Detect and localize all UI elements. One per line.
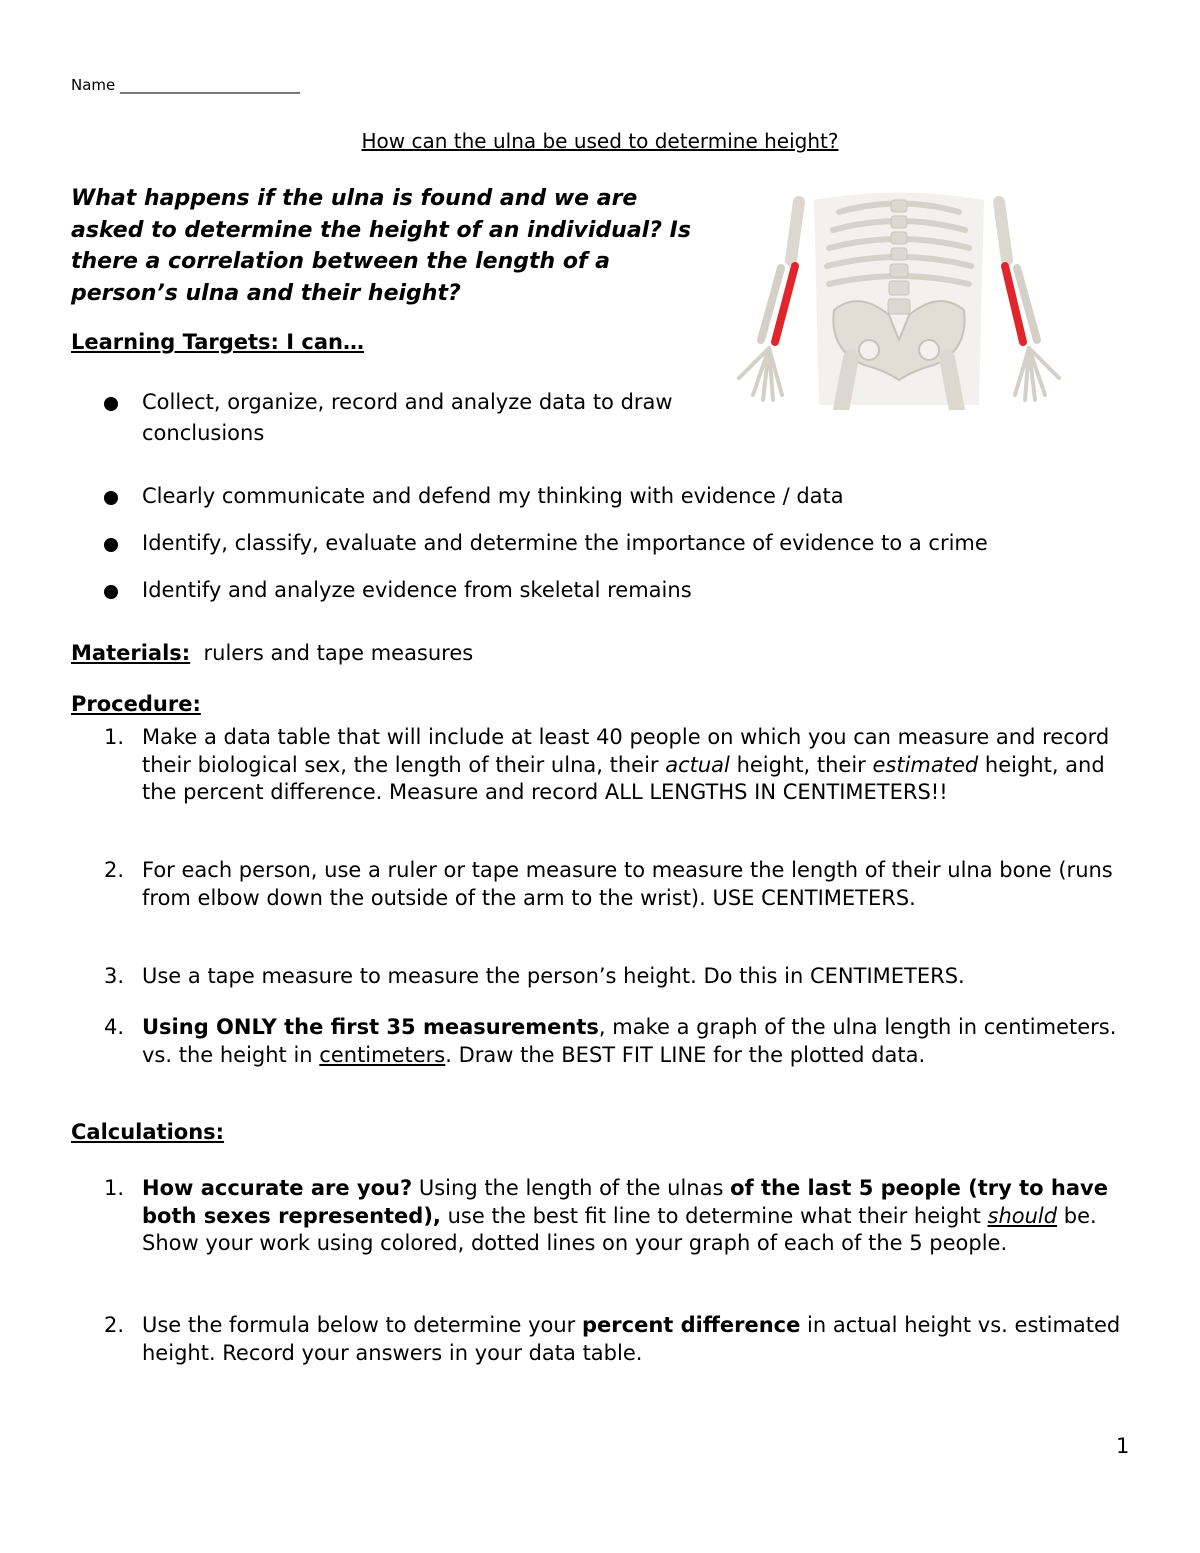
bullet-icon: [104, 491, 118, 505]
learning-target-item: Collect, organize, record and analyze data to draw conclusions: [104, 387, 1144, 451]
learning-target-item: Identify and analyze evidence from skeletal remains: [104, 575, 1144, 607]
calculation-step-2: 2. Use the formula below to determine your percent difference in actual height vs. estimated height. Record your answers in your data table.: [104, 1313, 1121, 1365]
materials-text: rulers and tape measures: [203, 641, 474, 665]
page-number: 1: [1116, 1434, 1130, 1458]
learning-targets-heading: Learning Targets: I can…: [71, 330, 364, 354]
skeleton-ulna-illustration: [719, 190, 1079, 410]
intro-question: What happens if the ulna is found and we are asked to determine the height of an individual? Is there a correlation between the length of a person’s ulna and their height?: [71, 186, 691, 306]
calculations-heading: Calculations:: [71, 1120, 225, 1144]
procedure-step-4: 4. Using ONLY the first 35 measurements, make a graph of the ulna length in centimeters. vs. the height in centimeters. Draw the BEST FIT LINE for the plotted data.: [104, 1015, 1117, 1067]
materials-heading: Materials:: [71, 641, 191, 665]
bullet-icon: [104, 397, 118, 411]
bullet-icon: [104, 538, 118, 552]
materials-line: [71, 641, 473, 665]
page-title: How can the ulna be used to determine height?: [361, 129, 839, 153]
procedure-step-1: 1. Make a data table that will include at least 40 people on which you can measure and record their biological sex, the length of their ulna, their actual height, their estimated height, and the percent difference. Measure and record ALL LENGTHS IN CENTIMETERS!!: [104, 725, 1110, 804]
procedure-step-3: 3. Use a tape measure to measure the person’s height. Do this in CENTIMETERS.: [104, 964, 965, 988]
procedure-heading: Procedure:: [71, 692, 201, 716]
bullet-icon: [104, 585, 118, 599]
learning-target-item: Identify, classify, evaluate and determine the importance of evidence to a crime: [104, 528, 1144, 560]
procedure-step-2: 2. For each person, use a ruler or tape measure to measure the length of their ulna bone (runs from elbow down the outside of the arm to the wrist). USE CENTIMETERS.: [104, 858, 1113, 910]
name-field-label: Name ________________________: [71, 76, 301, 94]
learning-target-item: Clearly communicate and defend my thinking with evidence / data: [104, 481, 1144, 513]
calculation-step-1: 1. How accurate are you? Using the length of the ulnas of the last 5 people (try to have both sexes represented), use the best fit line to determine what their height should be. Show your work using colored, dotted lines on your graph of each of the 5 people.: [104, 1176, 1108, 1255]
